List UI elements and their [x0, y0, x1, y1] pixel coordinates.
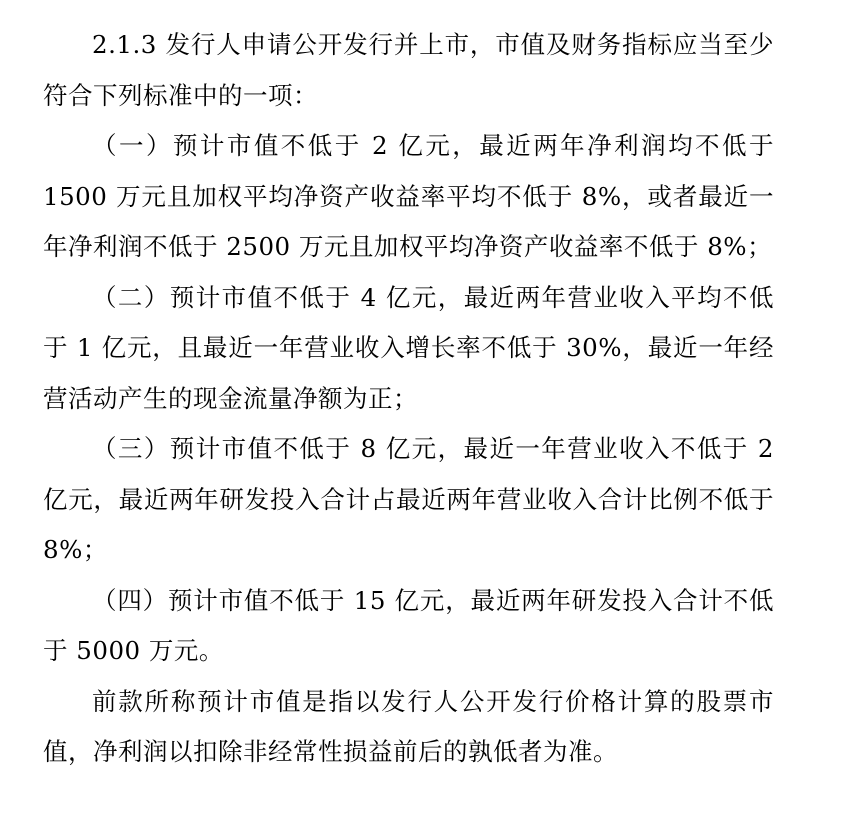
- rule-intro-paragraph: 2.1.3 发行人申请公开发行并上市，市值及财务指标应当至少符合下列标准中的一项：: [43, 30, 774, 110]
- document-body: [43, 20, 774, 778]
- standard-two-paragraph: （二）预计市值不低于 4 亿元，最近两年营业收入平均不低于 1 亿元，且最近一年营业收入增长率不低于 30%，最近一年经营活动产生的现金流量净额为正；: [43, 282, 774, 413]
- market-value-definition-paragraph: 前款所称预计市值是指以发行人公开发行价格计算的股票市值，净利润以扣除非经常性损益前后的孰低者为准。: [43, 686, 774, 766]
- standard-four-paragraph: （四）预计市值不低于 15 亿元，最近两年研发投入合计不低于 5000 万元。: [43, 585, 774, 665]
- standard-three-paragraph: （三）预计市值不低于 8 亿元，最近一年营业收入不低于 2 亿元，最近两年研发投入合计占最近两年营业收入合计比例不低于 8%；: [43, 434, 774, 564]
- standard-one-paragraph: （一）预计市值不低于 2 亿元，最近两年净利润均不低于 1500 万元且加权平均净资产收益率平均不低于 8%，或者最近一年净利润不低于 2500 万元且加权平均净资产收益率不低于 8%；: [43, 131, 774, 261]
